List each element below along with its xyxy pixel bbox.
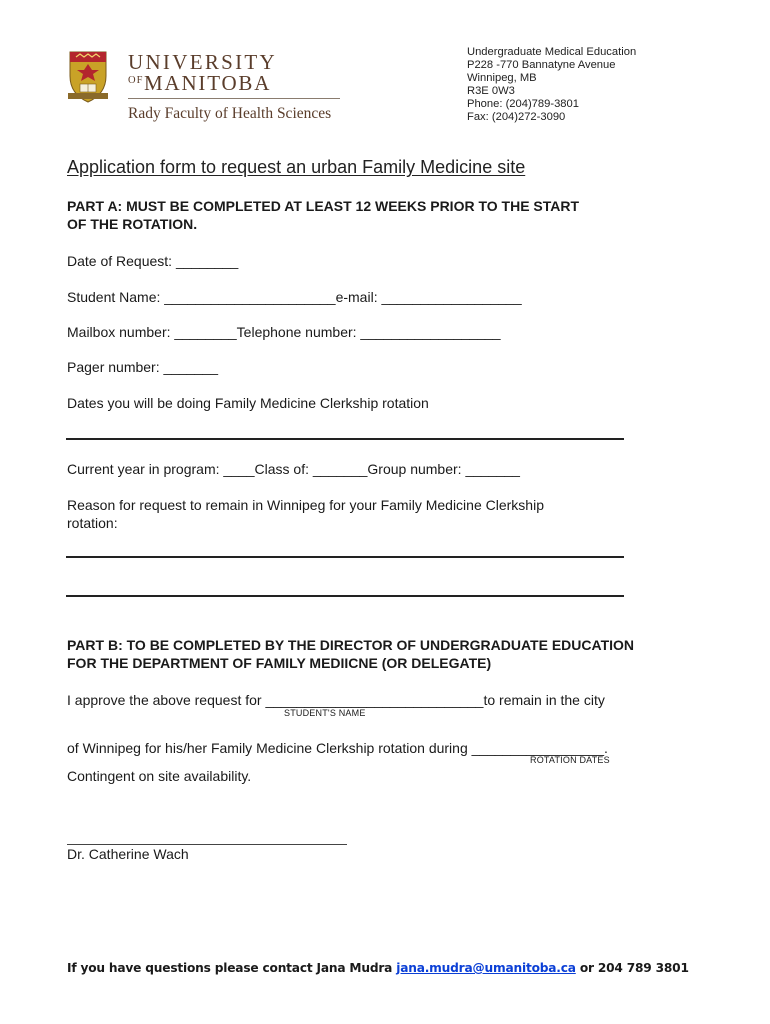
contact-footer bbox=[67, 961, 689, 975]
mailbox-telephone-field[interactable]: Mailbox number: ________Telephone number: __________________ bbox=[67, 324, 501, 340]
address-line-1: Undergraduate Medical Education bbox=[467, 46, 637, 58]
address-line-4: R3E 0W3 bbox=[467, 85, 515, 97]
form-title: Application form to request an urban Family Medicine site bbox=[67, 157, 526, 177]
address-phone: Phone: (204)789-3801 bbox=[467, 98, 579, 110]
logo-divider bbox=[128, 98, 340, 99]
pager-number-field[interactable]: Pager number: _______ bbox=[67, 359, 218, 375]
reason-line-1[interactable] bbox=[66, 556, 624, 558]
student-name-email-field[interactable]: Student Name: ______________________e-mail: __________________ bbox=[67, 289, 522, 305]
address-block bbox=[467, 46, 636, 124]
contingent-note: Contingent on site availability. bbox=[67, 768, 252, 784]
part-a-heading-line-2: OF THE ROTATION. bbox=[67, 216, 198, 232]
rotation-dates-caption: ROTATION DATES bbox=[530, 755, 610, 765]
part-a-heading bbox=[67, 197, 707, 233]
students-name-caption: STUDENT'S NAME bbox=[284, 708, 366, 718]
address-fax: Fax: (204)272-3090 bbox=[467, 111, 566, 123]
part-b-heading-line-1: PART B: TO BE COMPLETED BY THE DIRECTOR OF UNDERGRADUATE EDUCATION bbox=[67, 637, 635, 653]
part-b-heading bbox=[67, 636, 707, 672]
signatory-name: Dr. Catherine Wach bbox=[67, 846, 189, 862]
logo-manitoba-text: MANITOBA bbox=[144, 71, 272, 95]
rotation-dates-line[interactable] bbox=[66, 438, 624, 440]
rotation-during-field[interactable]: of Winnipeg for his/her Family Medicine Clerkship rotation during _________________. bbox=[67, 740, 608, 756]
rotation-dates-label: Dates you will be doing Family Medicine Clerkship rotation bbox=[67, 395, 429, 411]
date-of-request-field[interactable]: Date of Request: ________ bbox=[67, 253, 239, 269]
reason-label-line-2: rotation: bbox=[67, 515, 118, 531]
address-line-3: Winnipeg, MB bbox=[467, 72, 537, 84]
reason-line-2[interactable] bbox=[66, 595, 624, 597]
university-crest-logo bbox=[66, 46, 110, 104]
reason-label-line-1: Reason for request to remain in Winnipeg for your Family Medicine Clerkship bbox=[67, 497, 544, 513]
logo-university-text: UNIVERSITY bbox=[128, 50, 277, 74]
logo-faculty-text: Rady Faculty of Health Sciences bbox=[128, 105, 332, 122]
current-year-class-group-field[interactable]: Current year in program: ____Class of: _______Group number: _______ bbox=[67, 461, 520, 477]
part-a-heading-line-1: PART A: MUST BE COMPLETED AT LEAST 12 WEEKS PRIOR TO THE START bbox=[67, 198, 580, 214]
logo-of-text: OF bbox=[128, 75, 144, 86]
contact-footer-suffix: or 204 789 3801 bbox=[575, 961, 689, 975]
address-line-2: P228 -770 Bannatyne Avenue bbox=[467, 59, 616, 71]
approve-request-field[interactable]: I approve the above request for ____________________________to remain in the city bbox=[67, 692, 605, 708]
contact-footer-prefix: If you have questions please contact Jana Mudra bbox=[67, 961, 397, 975]
contact-email-link[interactable]: jana.mudra@umanitoba.ca bbox=[396, 961, 576, 975]
part-b-heading-line-2: FOR THE DEPARTMENT OF FAMILY MEDIICNE (OR DELEGATE) bbox=[67, 655, 492, 671]
